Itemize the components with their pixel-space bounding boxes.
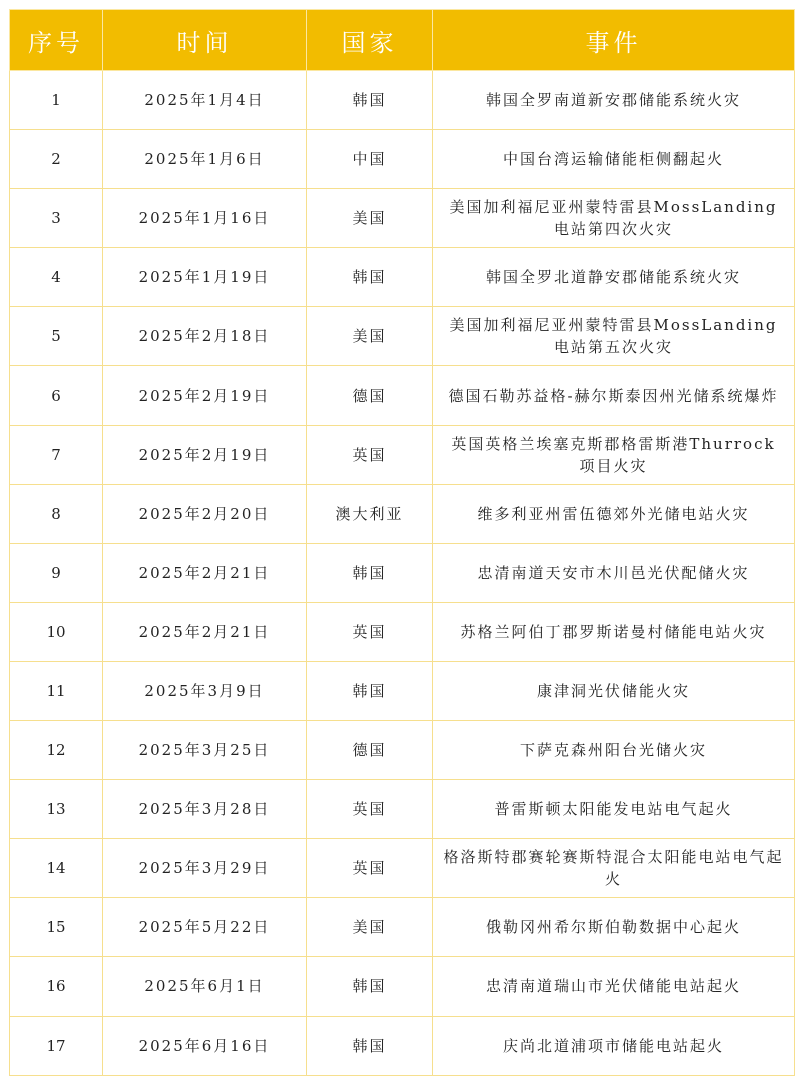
cell-date: 2025年5月22日: [103, 898, 307, 957]
cell-date: 2025年2月18日: [103, 307, 307, 366]
cell-date: 2025年2月21日: [103, 543, 307, 602]
header-date: 时间: [103, 10, 307, 71]
cell-no: 2: [10, 130, 103, 189]
table-row: [10, 71, 795, 130]
cell-no: 17: [10, 1016, 103, 1075]
table-row: [10, 898, 795, 957]
table-row: [10, 248, 795, 307]
table-row: [10, 543, 795, 602]
cell-event: 康津洞光伏储能火灾: [433, 661, 795, 720]
table-row: [10, 780, 795, 839]
cell-no: 9: [10, 543, 103, 602]
table-row: [10, 721, 795, 780]
cell-event: 忠清南道天安市木川邑光伏配储火灾: [433, 543, 795, 602]
cell-country: 美国: [307, 189, 433, 248]
cell-no: 15: [10, 898, 103, 957]
cell-country: 美国: [307, 898, 433, 957]
cell-no: 4: [10, 248, 103, 307]
cell-date: 2025年1月4日: [103, 71, 307, 130]
cell-event: 英国英格兰埃塞克斯郡格雷斯港Thurrock项目火灾: [433, 425, 795, 484]
cell-date: 2025年2月19日: [103, 366, 307, 425]
cell-no: 3: [10, 189, 103, 248]
cell-event: 格洛斯特郡赛轮赛斯特混合太阳能电站电气起火: [433, 839, 795, 898]
cell-country: 英国: [307, 780, 433, 839]
cell-event: 韩国全罗南道新安郡储能系统火灾: [433, 71, 795, 130]
cell-event: 美国加利福尼亚州蒙特雷县MossLanding电站第五次火灾: [433, 307, 795, 366]
cell-date: 2025年3月28日: [103, 780, 307, 839]
cell-no: 16: [10, 957, 103, 1016]
header-no: 序号: [10, 10, 103, 71]
cell-event: 美国加利福尼亚州蒙特雷县MossLanding电站第四次火灾: [433, 189, 795, 248]
cell-country: 澳大利亚: [307, 484, 433, 543]
cell-date: 2025年2月20日: [103, 484, 307, 543]
cell-date: 2025年6月1日: [103, 957, 307, 1016]
cell-date: 2025年3月9日: [103, 661, 307, 720]
cell-country: 英国: [307, 839, 433, 898]
table-row: [10, 130, 795, 189]
cell-event: 普雷斯顿太阳能发电站电气起火: [433, 780, 795, 839]
cell-no: 6: [10, 366, 103, 425]
cell-country: 中国: [307, 130, 433, 189]
cell-event: 德国石勒苏益格-赫尔斯泰因州光储系统爆炸: [433, 366, 795, 425]
cell-event: 俄勒冈州希尔斯伯勒数据中心起火: [433, 898, 795, 957]
table-row: [10, 484, 795, 543]
cell-event: 忠清南道瑞山市光伏储能电站起火: [433, 957, 795, 1016]
cell-no: 5: [10, 307, 103, 366]
cell-date: 2025年3月25日: [103, 721, 307, 780]
cell-country: 韩国: [307, 957, 433, 1016]
table-header: [10, 10, 795, 71]
cell-no: 7: [10, 425, 103, 484]
cell-event: 庆尚北道浦项市储能电站起火: [433, 1016, 795, 1075]
table-row: [10, 189, 795, 248]
cell-no: 14: [10, 839, 103, 898]
incident-table: [9, 9, 795, 1076]
cell-event: 下萨克森州阳台光储火灾: [433, 721, 795, 780]
cell-country: 韩国: [307, 71, 433, 130]
cell-country: 德国: [307, 721, 433, 780]
header-row: [10, 10, 795, 71]
cell-no: 13: [10, 780, 103, 839]
cell-country: 韩国: [307, 1016, 433, 1075]
table-row: [10, 307, 795, 366]
cell-date: 2025年2月21日: [103, 602, 307, 661]
table-row: [10, 602, 795, 661]
cell-date: 2025年2月19日: [103, 425, 307, 484]
cell-date: 2025年1月16日: [103, 189, 307, 248]
cell-no: 1: [10, 71, 103, 130]
table-row: [10, 957, 795, 1016]
cell-date: 2025年3月29日: [103, 839, 307, 898]
table-row: [10, 839, 795, 898]
cell-country: 英国: [307, 602, 433, 661]
header-event: 事件: [433, 10, 795, 71]
cell-no: 8: [10, 484, 103, 543]
table-row: [10, 366, 795, 425]
cell-event: 苏格兰阿伯丁郡罗斯诺曼村储能电站火灾: [433, 602, 795, 661]
cell-country: 韩国: [307, 248, 433, 307]
cell-event: 韩国全罗北道静安郡储能系统火灾: [433, 248, 795, 307]
cell-no: 11: [10, 661, 103, 720]
cell-event: 中国台湾运输储能柜侧翻起火: [433, 130, 795, 189]
cell-country: 美国: [307, 307, 433, 366]
table-row: [10, 661, 795, 720]
cell-event: 维多利亚州雷伍德郊外光储电站火灾: [433, 484, 795, 543]
table-body: [10, 71, 795, 1076]
cell-date: 2025年1月19日: [103, 248, 307, 307]
cell-country: 韩国: [307, 543, 433, 602]
table-row: [10, 1016, 795, 1075]
cell-date: 2025年1月6日: [103, 130, 307, 189]
cell-country: 德国: [307, 366, 433, 425]
cell-country: 韩国: [307, 661, 433, 720]
cell-country: 英国: [307, 425, 433, 484]
cell-date: 2025年6月16日: [103, 1016, 307, 1075]
table-row: [10, 425, 795, 484]
cell-no: 12: [10, 721, 103, 780]
cell-no: 10: [10, 602, 103, 661]
header-country: 国家: [307, 10, 433, 71]
